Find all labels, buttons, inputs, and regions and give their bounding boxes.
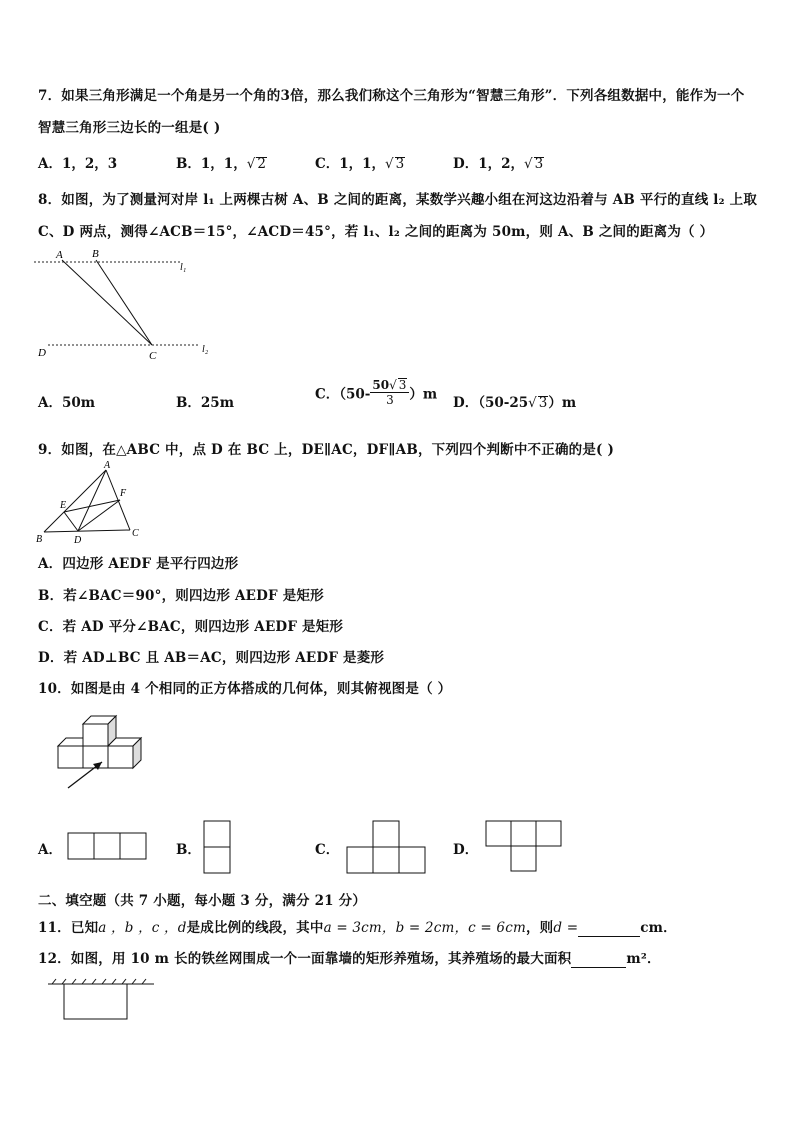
q7-option-c: C．1，1，√ 3	[315, 156, 405, 172]
q10-option-c-label: C．	[315, 842, 340, 858]
q9-stem: 9．如图，在△ABC 中，点 D 在 BC 上，DE∥AC，DF∥AB，下列四个判断中不正确的是( )	[38, 442, 615, 458]
q7-option-a: A．1，2，3	[38, 156, 118, 172]
q8-line2: C、D 两点，测得∠ACB＝15°，∠ACD＝45°，若 l₁、l₂ 之间的距离为 50m，则 A、B 之间的距离为（ ）	[38, 224, 714, 240]
q8-line1: 8．如图，为了测量河对岸 l₁ 上两棵古树 A、B 之间的距离，某数学兴趣小组在河这边沿着与 AB 平行的直线 l₂ 上取	[38, 192, 758, 208]
q7-option-b: B．1，1，√ 2	[176, 156, 266, 172]
q9-option-c: C．若 AD 平分∠BAC，则四边形 AEDF 是矩形	[38, 619, 344, 635]
q7-line2: 智慧三角形三边长的一组是( )	[38, 120, 221, 136]
label-a: A	[104, 460, 111, 471]
q12-line: 12．如图，用 10 m 长的铁丝网围成一个一面靠墙的矩形养殖场，其养殖场的最大面积 m²．	[38, 951, 661, 967]
q9-option-b: B．若∠BAC＝90°，则四边形 AEDF 是矩形	[38, 588, 324, 604]
q10-option-d-label: D．	[453, 842, 479, 858]
q10-cube-figure	[50, 712, 170, 792]
q8-option-a: A．50m	[38, 395, 96, 411]
label-d: D	[74, 535, 82, 546]
label-c: C	[132, 528, 139, 539]
sqrt-radicand: 3	[534, 156, 544, 172]
section2-heading: 二、填空题（共 7 小题，每小题 3 分，满分 21 分）	[38, 893, 367, 909]
label-d: D	[38, 347, 46, 359]
q7-option-d: D．1，2，√ 3	[453, 156, 544, 172]
q10-stem: 10．如图是由 4 个相同的正方体搭成的几何体，则其俯视图是（ ）	[38, 681, 452, 697]
label-a: A	[56, 249, 63, 261]
q10-option-a-label: A．	[38, 842, 62, 858]
answer-blank[interactable]	[571, 951, 626, 968]
sqrt-radicand: 2	[257, 156, 266, 172]
label-b: B	[92, 248, 99, 260]
label-l2: l₂	[202, 344, 209, 355]
q9-option-d: D．若 AD⊥BC 且 AB＝AC，则四边形 AEDF 是菱形	[38, 650, 385, 666]
q7-line1: 7．如果三角形满足一个角是另一个角的3倍，那么我们称这个三角形为“智慧三角形”．下列各组数据中，能作为一个	[38, 88, 745, 104]
label-b: B	[36, 534, 43, 545]
q10-option-d-figure	[485, 820, 575, 880]
label-f: F	[120, 488, 127, 499]
q8-option-d: D．（50-25√ 3）m	[453, 395, 577, 411]
q11-line: 11．已知a ，b ，c ，d是成比例的线段，其中a = 3cm，b = 2cm，c = 6cm，则d = cm．	[38, 920, 677, 936]
q9-option-a: A．四边形 AEDF 是平行四边形	[38, 556, 239, 572]
q8-option-c: C．（50- $\frac{50√ 3}{3}$ ）m	[315, 378, 438, 407]
q10-option-a-figure	[67, 832, 149, 860]
label-c: C	[149, 350, 157, 362]
q10-option-b-figure	[203, 820, 233, 874]
label-e: E	[60, 500, 67, 511]
fraction: $\frac{50√ 3}{3}$	[370, 378, 409, 407]
sqrt-radicand: 3	[395, 156, 405, 172]
q10-option-b-label: B．	[176, 842, 201, 858]
label-l1: l₁	[180, 262, 187, 273]
q9-triangle-figure	[34, 458, 154, 548]
q8-river-figure	[30, 246, 230, 366]
q10-option-c-figure	[346, 820, 428, 876]
q8-option-b: B．25m	[176, 395, 234, 411]
q12-fence-figure	[46, 976, 158, 1024]
answer-blank[interactable]	[578, 920, 640, 937]
